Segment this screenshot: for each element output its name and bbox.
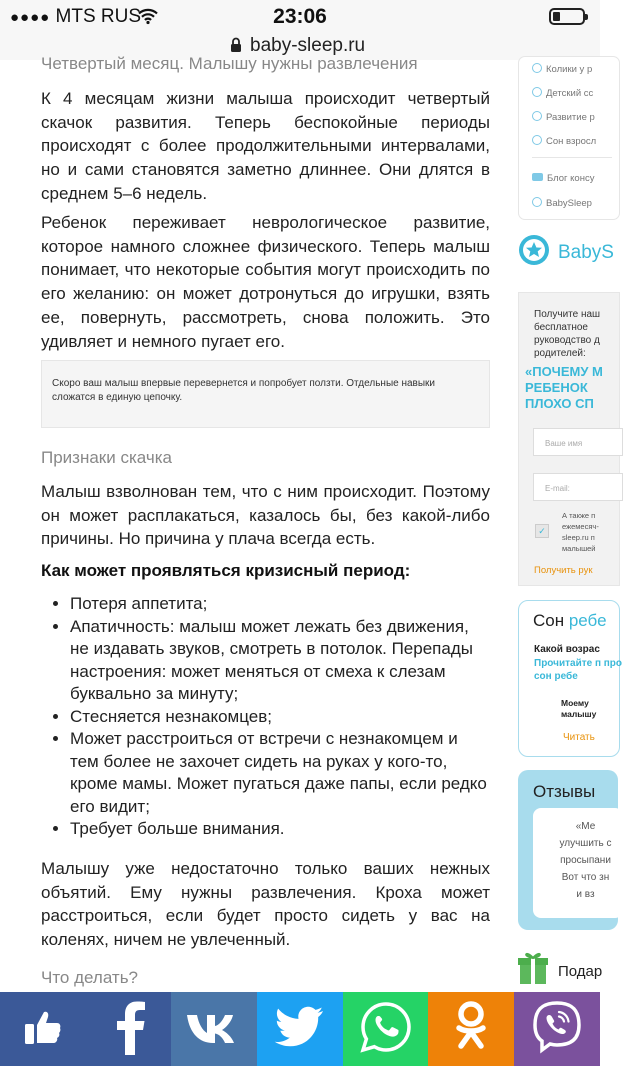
share-bar [0,992,600,1066]
babysleep-logo[interactable]: BabyS [558,242,614,263]
sidebar [518,60,623,990]
vk-icon [184,1009,244,1050]
form-headline: «ПОЧЕМУ М РЕБЕНОК ПЛОХО СП [525,364,603,411]
sleep-item-title[interactable]: Моему малышу [561,698,597,719]
facebook-icon [109,999,149,1060]
share-twitter-button[interactable] [257,992,343,1066]
review-card[interactable] [533,808,623,918]
form-intro: Получите наш бесплатное руководство д родителей: [534,309,601,359]
read-link[interactable]: Читать [563,732,595,743]
sidebar-item-adult-sleep[interactable]: Сон взросл [532,135,596,147]
odnoklassniki-icon [451,1000,491,1059]
share-facebook-button[interactable] [86,992,172,1066]
paragraph-1: К 4 месяцам жизни малыша происходит четвертый скачок развития. Теперь беспокойные периоды происходят с более продолжительными интервалами, но и сами становятся заметно длиннее. Они длятся в среднем 5–6 недель. [41,89,490,203]
list-item: • Апатичность: малыш может лежать без движения, не издавать звуков, смотреть в потолок. Перепады настроения: может меняться от смеха к слезам буквально за минуту; [70,616,490,706]
subheading-what-to-do: Что делать? [41,968,139,987]
sleep-widget [518,600,623,757]
status-bar [0,0,600,34]
get-guide-link[interactable]: Получить рук [534,565,593,576]
sidebar-item-colic[interactable]: Колики у р [532,63,592,75]
sidebar-menu [518,56,620,220]
battery-icon [549,8,585,25]
twitter-icon [275,1006,325,1053]
list-item: • Потеря аппетита; [70,593,490,616]
star-badge-icon [518,234,550,271]
clock: 23:06 [273,5,327,28]
symptom-list [41,593,490,841]
subheading-signs: Признаки скачка [41,448,172,467]
list-item: • Может расстроиться от встречи с незнакомцем и тем более не захочет сидеть на руках у кого-то, кроме мамы. Может пугаться даже папы, если редко его видит; [70,728,490,818]
paragraph-4: Малышу уже недостаточно только ваших нежных объятий. Ему нужны развлечения. Кроха может расстроиться, если будет просто сидеть у вас на коленях, ничем не увлеченный. [41,859,490,950]
divider [532,157,612,158]
sidebar-item-development[interactable]: Развитие р [532,111,595,123]
sleep-link[interactable]: Прочитайте п про сон ребе [534,658,623,682]
gift-text[interactable]: Подар [558,963,603,980]
share-odnoklassniki-button[interactable] [428,992,514,1066]
list-item: • Стесняется незнакомцев; [70,706,490,729]
reviews-widget [518,770,618,930]
crisis-title: Как может проявляться кризисный период: [41,561,411,580]
whatsapp-icon [360,1001,412,1058]
sleep-question: Какой возрас [534,644,600,655]
carrier: ●●●● MTS RUS [10,6,142,27]
review-text: «Ме улучшить с просыпани Вот что зн и вз [559,821,612,900]
consent-checkbox[interactable]: ✓ [535,524,549,538]
consent-text: А также п ежемесяч- sleep.ru п малышей [562,511,599,553]
share-vk-button[interactable] [171,992,257,1066]
share-whatsapp-button[interactable] [343,992,429,1066]
sidebar-item-kids-sleep[interactable]: Детский сс [532,87,593,99]
paragraph-2: Ребенок переживает неврологическое развитие, которое намного сложнее физического. Теперь малыш понимает, что некоторые события могут происходить по его желанию: он может дотронуться до игрушки, взять ее, повернуть, рассмотреть, снова положить. Это удивляет и немного пугает его. [41,213,490,351]
share-like-button[interactable] [0,992,86,1066]
note-box: Скоро ваш малыш впервые перевернется и попробует ползти. Отдельные навыки сложатся в единую цепочку. [41,360,490,428]
viber-icon [529,999,585,1060]
share-viber-button[interactable] [514,992,600,1066]
carrier-label: MTS RUS [55,6,142,27]
gift-icon [518,948,548,991]
sleep-widget-title: Сон ребе [533,611,607,630]
reviews-title: Отзывы [533,782,596,801]
name-input[interactable]: Ваше имя [533,428,623,456]
book-icon [535,699,555,724]
list-item: • Требует больше внимания. [70,818,490,841]
url-text[interactable]: baby-sleep.ru [250,35,366,56]
sidebar-item-blog[interactable]: Блог консу [532,173,594,184]
paragraph-3: Малыш взволнован тем, что с ним происходит. Поэтому он может расплакаться, казалось бы, без какой-либо причины. Но причина у плача всегда есть. [41,482,490,549]
email-input[interactable]: E-mail: [533,473,623,501]
sidebar-item-babysleep[interactable]: BabySleep [532,197,592,209]
like-icon [22,1006,64,1053]
section-title-clipped: Четвертый месяц. Малышу нужны развлечения [41,54,418,73]
